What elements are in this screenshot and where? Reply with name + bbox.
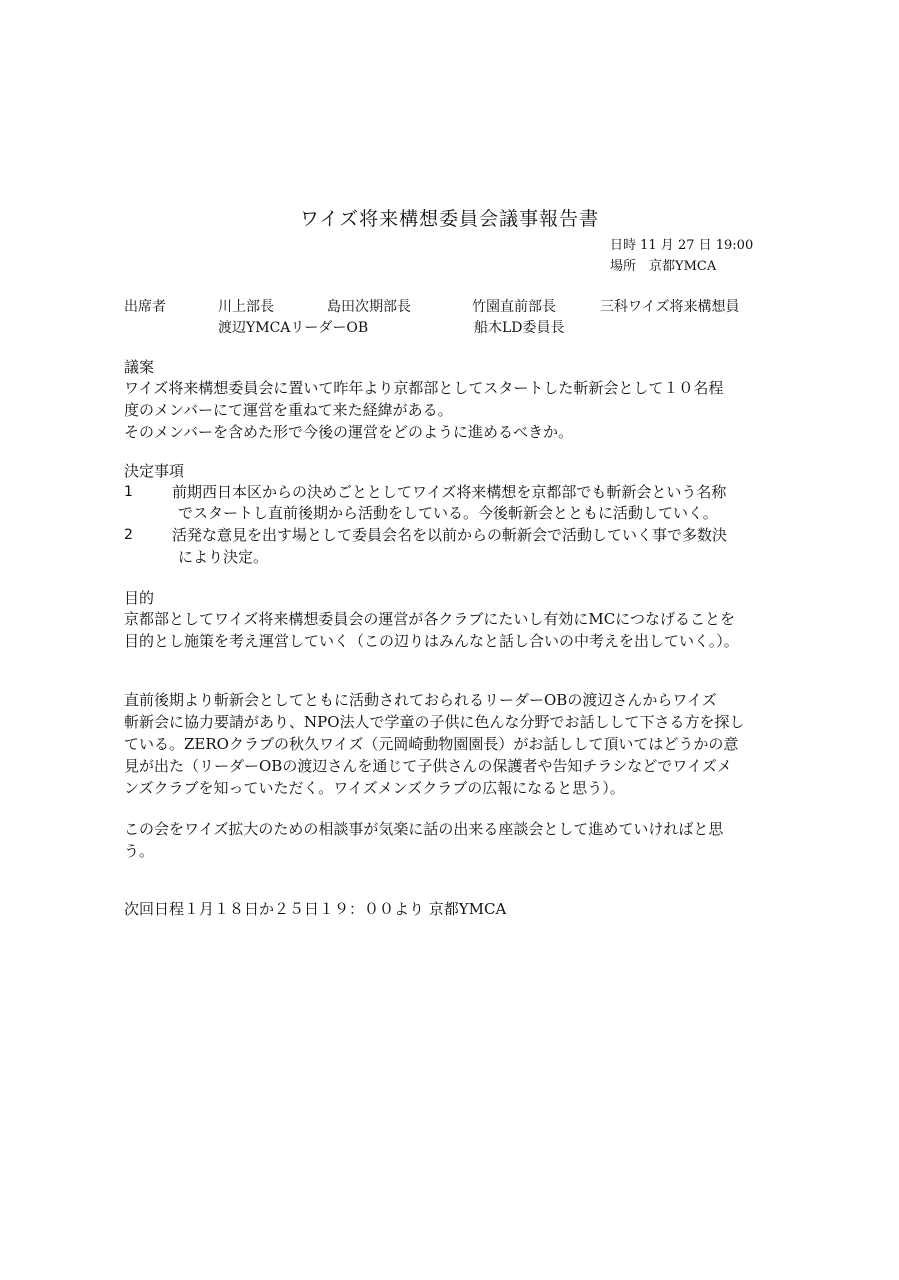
paragraph-line: 見が出た（リーダーOBの渡辺さんを通じて子供さんの保護者や告知チラシなどでワイズメ bbox=[124, 757, 732, 775]
decision-number: 2 bbox=[124, 527, 133, 543]
paragraph-line: ンズクラブを知っていただく。ワイズメンズクラブの広報になると思う）。 bbox=[124, 779, 625, 797]
paragraph-line: ている。ZEROクラブの秋久ワイズ（元岡崎動物園園長）がお話しして頂いてはどうかの意 bbox=[124, 735, 739, 753]
decision-line: でスタートし直前後期から活動をしている。今後斬新会とともに活動していく。 bbox=[178, 504, 718, 522]
attendee: 川上部長 bbox=[218, 299, 274, 315]
agenda-line: そのメンバーを含めた形で今後の運営をどのように進めるべきか。 bbox=[124, 423, 573, 441]
decision-line: 活発な意見を出す場として委員会名を以前からの斬新会で活動していく事で多数決 bbox=[172, 526, 728, 544]
decision-number: 1 bbox=[124, 484, 133, 500]
decisions-heading: 決定事項 bbox=[124, 462, 185, 480]
meeting-datetime: 日時 11 月 27 日 19:00 bbox=[610, 238, 754, 253]
paragraph-line: う。 bbox=[124, 842, 155, 860]
purpose-line: 京都部としてワイズ将来構想委員会の運営が各クラブにたいし有効にMCにつなげることを bbox=[124, 610, 735, 628]
attendee: 船木LD委員長 bbox=[474, 320, 565, 336]
agenda-line: 度のメンバーにて運営を重ねて来た経緯がある。 bbox=[124, 401, 453, 419]
purpose-line: 目的とし施策を考え運営していく（この辺りはみんなと話し合いの中考えを出していく。）。 bbox=[124, 632, 739, 650]
attendee: 三科ワイズ将来構想員 bbox=[600, 299, 740, 315]
paragraph-line: 斬新会に協力要請があり、NPO法人で学童の子供に色んな分野でお話しして下さる方を探し bbox=[124, 713, 745, 731]
paragraph-line: 直前後期より斬新会としてともに活動されておられるリーダーOBの渡辺さんからワイズ bbox=[124, 691, 717, 709]
attendee: 竹園直前部長 bbox=[472, 299, 556, 315]
decision-line: により決定。 bbox=[178, 548, 269, 566]
paragraph-line: この会をワイズ拡大のための相談事が気楽に話の出来る座談会として進めていければと思 bbox=[124, 820, 724, 838]
agenda-line: ワイズ将来構想委員会に置いて昨年より京都部としてスタートした斬新会として１０名程 bbox=[124, 379, 724, 397]
agenda-heading: 議案 bbox=[124, 358, 155, 376]
page-title: ワイズ将来構想委員会議事報告書 bbox=[299, 208, 600, 230]
attendee: 島田次期部長 bbox=[327, 299, 411, 315]
attendee: 渡辺YMCAリーダーOB bbox=[218, 320, 369, 336]
meeting-place: 場所 京都YMCA bbox=[610, 259, 717, 274]
decision-line: 前期西日本区からの決めごととしてワイズ将来構想を京都部でも斬新会という名称 bbox=[172, 483, 727, 501]
next-meeting: 次回日程１月１８日か２５日１９：００より 京都YMCA bbox=[124, 900, 507, 918]
purpose-heading: 目的 bbox=[124, 589, 155, 607]
attendees-label: 出席者 bbox=[124, 299, 166, 315]
